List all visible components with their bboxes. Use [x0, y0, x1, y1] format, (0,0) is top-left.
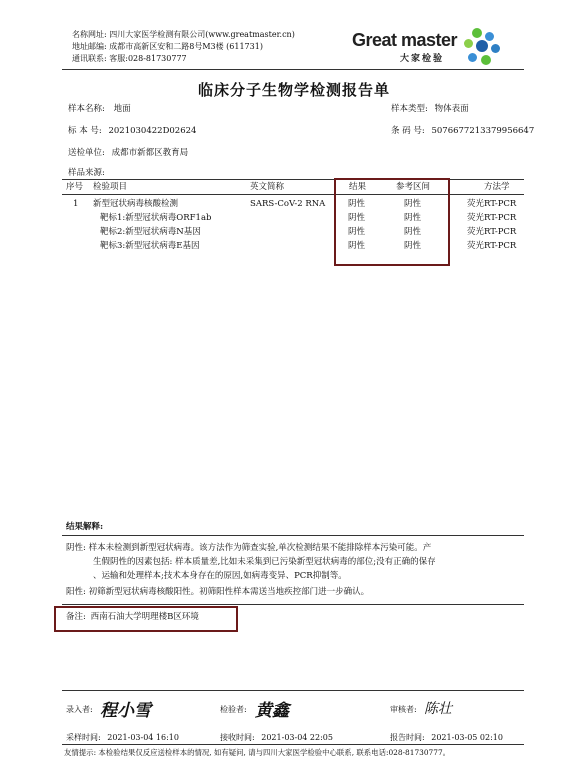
company-address-row	[72, 42, 263, 52]
logo-subtext: 大家检验	[400, 54, 445, 64]
company-name-value: 四川大家医学检测有限公司(www.greatmaster.cn)	[109, 30, 295, 39]
positive-line: 阳性: 初筛新型冠状病毒核酸阳性。初筛阳性样本需送当地疾控部门进一步确认。	[66, 587, 370, 597]
row4-ref: 阴性	[404, 241, 422, 251]
remark-label: 备注:	[66, 612, 86, 622]
signature-divider	[62, 690, 524, 691]
sample-no-row	[68, 126, 196, 137]
col-header-ref: 参考区间	[396, 182, 431, 192]
row3-ref: 阴性	[404, 227, 422, 237]
row3-result: 阴性	[348, 227, 366, 237]
company-contact-value: 客服:028-81730777	[109, 54, 187, 63]
company-address-label: 地址邮编:	[72, 42, 107, 51]
row1-ref: 阴性	[404, 199, 422, 209]
header-divider	[62, 69, 524, 70]
report-title: 临床分子生物学检测报告单	[197, 81, 390, 99]
logo-mark-icon	[464, 28, 504, 68]
reviewer-label: 审核者:	[390, 705, 417, 714]
col-header-no: 序号	[66, 182, 84, 192]
sample-time-row	[66, 733, 179, 743]
remark-value: 西南石油大学明理楼B区环境	[90, 612, 199, 622]
entry-signature: 程小雪	[100, 701, 151, 721]
logo-text: Great master	[352, 30, 458, 50]
entry-label: 录入者:	[66, 705, 93, 714]
interpretation-title: 结果解释:	[66, 522, 104, 532]
row2-method: 荧光RT-PCR	[467, 213, 517, 223]
receive-time-row	[220, 733, 333, 743]
submit-unit-label: 送检单位:	[68, 148, 105, 158]
col-header-method: 方法学	[484, 182, 510, 192]
sample-type-value: 物体表面	[434, 104, 469, 114]
sample-type-row	[391, 104, 469, 115]
checker-signature: 黄鑫	[255, 701, 289, 721]
company-address-value: 成都市高新区安和二路8号M3楼 (611731)	[109, 42, 263, 51]
row4-result: 阴性	[348, 241, 366, 251]
col-header-abbr: 英文简称	[250, 182, 285, 192]
barcode-value: 5076677213379956647	[431, 126, 535, 136]
reviewer-signature: 陈壮	[424, 701, 452, 717]
row4-item: 靶标3:新型冠状病毒E基因	[100, 241, 200, 251]
row2-item: 靶标1:新型冠状病毒ORF1ab	[100, 213, 212, 223]
row3-item: 靶标2:新型冠状病毒N基因	[100, 227, 201, 237]
row1-item: 新型冠状病毒核酸检测	[93, 199, 179, 209]
table-header-divider	[62, 194, 524, 195]
footer-note: 友情提示: 本检验结果仅反应送检样本的情况, 如有疑问, 请与四川大家医学检验中心联系, 联系电话:028-81730777。	[64, 748, 451, 757]
company-name-row	[72, 30, 295, 40]
negative-line-1: 阴性: 样本未检测到新型冠状病毒。该方法作为筛查实验,单次检测结果不能排除样本污染可能。产	[66, 543, 432, 553]
remark-row	[66, 612, 199, 623]
submit-unit-row	[68, 148, 188, 159]
row4-method: 荧光RT-PCR	[467, 241, 517, 251]
remark-divider	[62, 604, 524, 605]
row2-result: 阴性	[348, 213, 366, 223]
sample-no-value: 2021030422D02624	[108, 126, 197, 136]
row1-result: 阴性	[348, 199, 366, 209]
row3-method: 荧光RT-PCR	[467, 227, 517, 237]
company-contact-label: 通讯联系:	[72, 54, 107, 63]
sample-name-row	[68, 104, 131, 115]
sample-no-label: 标 本 号:	[68, 126, 102, 136]
negative-line-2: 生假阴性的因素包括: 样本质量差,比如未采集到已污染新型冠状病毒的部位;没有正确的保存	[93, 557, 436, 567]
table-top-divider	[62, 179, 524, 180]
negative-line-3: 、运输和处理样本;技术本身存在的原因,如病毒变异、PCR抑制等。	[93, 571, 347, 581]
sample-name-label: 样本名称:	[68, 104, 105, 114]
receive-time-value: 2021-03-04 22:05	[261, 733, 333, 742]
company-logo	[352, 28, 522, 68]
checker-label: 检验者:	[220, 705, 247, 714]
sample-time-label: 采样时间:	[66, 733, 101, 742]
barcode-row	[391, 126, 534, 137]
report-time-label: 报告时间:	[390, 733, 425, 742]
sample-source-label: 样品来源:	[68, 168, 105, 178]
row1-method: 荧光RT-PCR	[467, 199, 517, 209]
row1-abbr: SARS-CoV-2 RNA	[250, 199, 326, 209]
interpretation-divider	[62, 535, 524, 536]
footer-divider	[62, 744, 524, 745]
sample-type-label: 样本类型:	[391, 104, 428, 114]
sample-name-value: 地面	[113, 104, 131, 114]
company-name-label: 名称网址:	[72, 30, 107, 39]
results-highlight-box	[334, 178, 450, 266]
row1-no: 1	[73, 199, 79, 209]
barcode-label: 条 码 号:	[391, 126, 425, 136]
report-time-value: 2021-03-05 02:10	[431, 733, 503, 742]
submit-unit-value: 成都市新都区教育局	[111, 148, 189, 158]
report-time-row	[390, 733, 503, 743]
receive-time-label: 接收时间:	[220, 733, 255, 742]
col-header-item: 检验项目	[93, 182, 128, 192]
sample-time-value: 2021-03-04 16:10	[107, 733, 179, 742]
company-contact-row	[72, 54, 187, 64]
col-header-result: 结果	[349, 182, 367, 192]
row2-ref: 阴性	[404, 213, 422, 223]
